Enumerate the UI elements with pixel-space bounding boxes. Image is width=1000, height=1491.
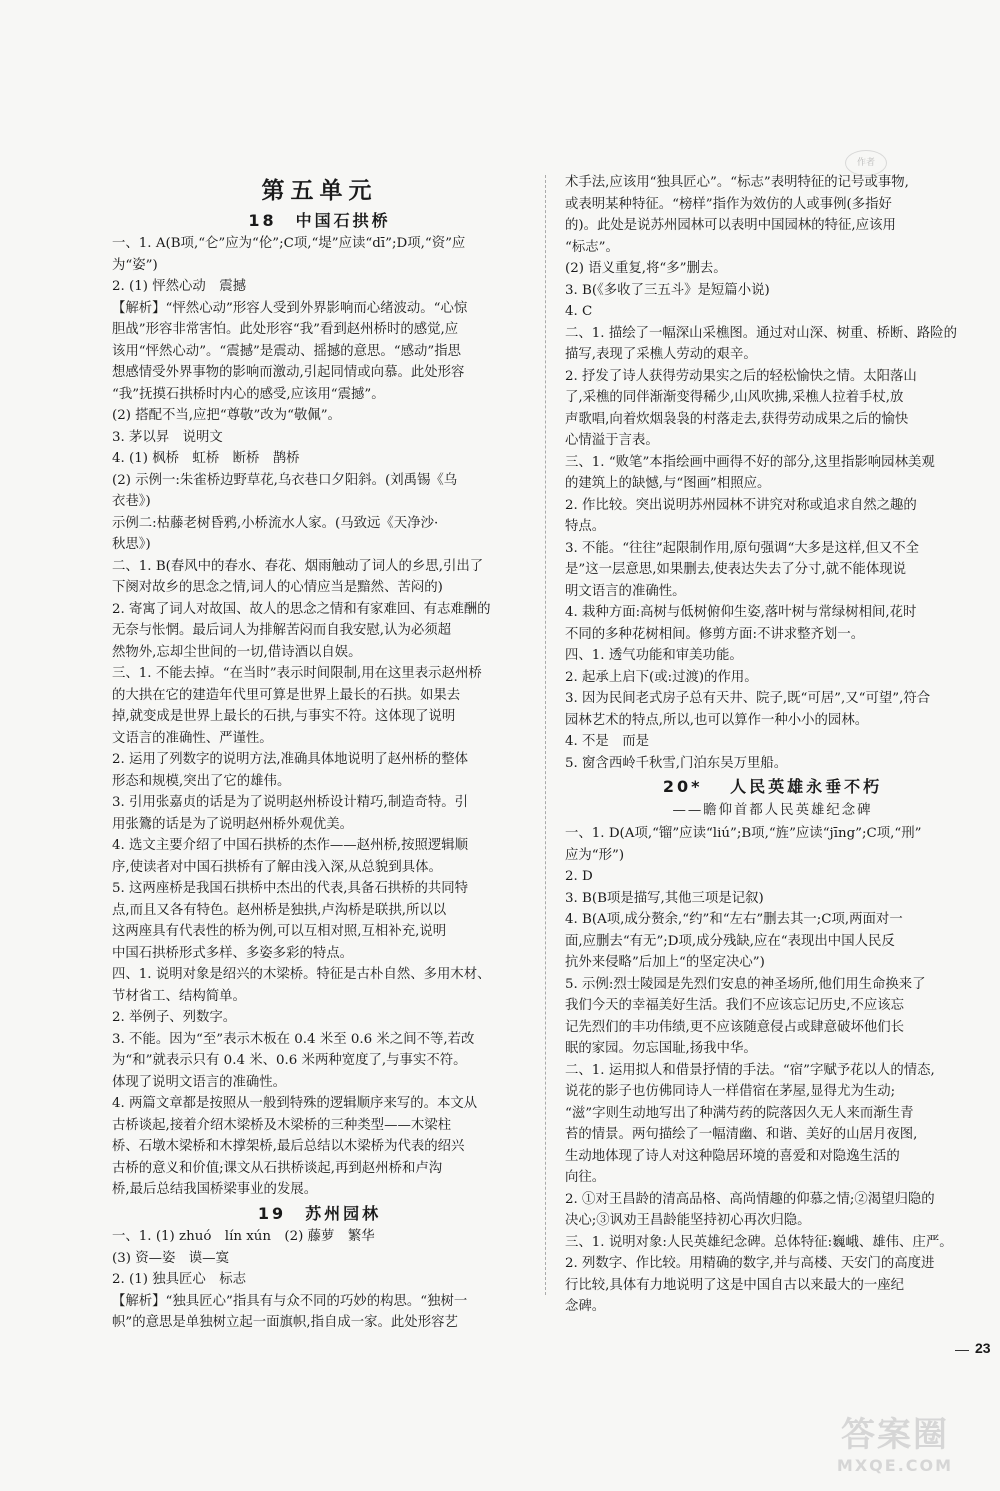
answer-line: 面,应删去“有无”;D项,成分残缺,应在“表现出中国人民反: [565, 933, 895, 949]
answer-line: (2) 示例一:朱雀桥边野草花,乌衣巷口夕阳斜。(刘禹锡《乌: [112, 472, 458, 488]
lesson-19-answers-continued: [565, 172, 980, 774]
answer-line: 术手法,应该用“独具匠心”。“标志”表明特征的记号或事物,: [565, 175, 909, 190]
answer-line: 掉,就变成是世界上最长的石拱,与事实不符。这体现了说明: [112, 709, 456, 724]
answer-line: 4. 选文主要介绍了中国石拱桥的杰作——赵州桥,按照逻辑顺: [112, 838, 469, 853]
answer-line: 4. C: [565, 304, 593, 319]
answer-line: 衣巷》): [112, 494, 151, 509]
answer-line: 秋思》): [112, 537, 151, 552]
answer-line: 四、1. 说明对象是绍兴的木梁桥。特征是古朴自然、多用木材、: [112, 967, 491, 982]
answer-line: 三、1. “败笔”本指绘画中画得不好的部分,这里指影响园林美观: [565, 454, 935, 470]
answer-line: 念碑。: [565, 1299, 606, 1314]
answer-line: 中国石拱桥形式多样、多姿多彩的特点。: [112, 945, 354, 961]
lesson-20-subtitle: ——瞻仰首都人民英雄纪念碑: [672, 802, 873, 818]
answer-line: 四、1. 透气功能和审美功能。: [565, 648, 743, 663]
column-divider: [545, 175, 546, 1295]
answer-line: 三、1. 不能去掉。“在当时”表示时间限制,用在这里表示赵州桥: [112, 666, 482, 681]
lesson-19-answers: [112, 1226, 527, 1334]
answer-line: 3. 不能。“往往”起限制作用,原句强调“大多是这样,但又不全: [565, 540, 920, 556]
answer-line: 【解析】“怦然心动”形容人受到外界影响而心绪波动。“心惊: [112, 300, 468, 316]
answer-line: 2. 寄寓了词人对故国、故人的思念之情和有家难回、有志难酬的: [112, 601, 491, 617]
answer-line: 2. 作比较。突出说明苏州园林不讲究对称或追求自然之趣的: [565, 497, 917, 513]
answer-line: 节材省工、结构简单。: [112, 988, 246, 1004]
answer-line: 胆战”形容非常害怕。此处形容“我”看到赵州桥时的感觉,应: [112, 322, 459, 337]
answer-line: 声歌唱,向着炊烟袅袅的村落走去,获得劳动成果之后的愉快: [565, 411, 909, 427]
answer-line: 体现了说明文语言的准确性。: [112, 1074, 287, 1090]
answer-line: 3. B(《多收了三五斗》是短篇小说): [565, 282, 770, 298]
answer-line: (2) 搭配不当,应把“尊敬”改为“敬佩”。: [112, 408, 341, 423]
answer-line: 心情溢于言表。: [565, 433, 659, 448]
answer-line: 4. (1) 枫桥 虹桥 断桥 鹊桥: [112, 451, 300, 466]
answer-line: 3. 茅以昇 说明文: [112, 429, 223, 445]
answer-line: 文语言的准确性、严谨性。: [112, 730, 273, 746]
answer-line: 二、1. B(春风中的春水、春花、烟雨触动了词人的乡思,引出了: [112, 558, 484, 574]
answer-line: 帜”的意思是单独树立起一面旗帜,指自成一家。此处形容艺: [112, 1315, 458, 1330]
lesson-19-title: 19 苏州园林: [257, 1203, 382, 1223]
answer-line: 无奈与怅惘。最后词人为排解苦闷而自我安慰,认为必须超: [112, 623, 452, 638]
watermark-logo-text: 答案圈: [841, 1415, 949, 1455]
answer-line: 应为“形”): [565, 847, 625, 863]
answer-line: 形态和规模,突出了它的雄伟。: [112, 773, 291, 789]
answer-line: 园林艺术的特点,所以,也可以算作一种小小的园林。: [565, 712, 869, 728]
answer-line: 桥、石墩木梁桥和木撑架桥,最后总结以木梁桥为代表的绍兴: [112, 1139, 465, 1154]
answer-line: 想感情受外界事物的影响而激动,引起同情或向慕。此处形容: [112, 365, 465, 380]
answer-line: 行比较,具体有力地说明了这是中国自古以来最大的一座纪: [565, 1277, 905, 1293]
answer-line: 为“姿”): [112, 257, 158, 273]
answer-line: 用张鷟的话是为了说明赵州桥外观优美。: [112, 816, 354, 832]
answer-line: 3. 不能。因为“至”表示木板在 0.4 米至 0.6 米之间不等,若改: [112, 1031, 475, 1047]
site-watermark: [800, 1415, 990, 1485]
answer-line: 了,采樵的同伴渐渐变得稀少,山风吹拂,采樵人拉着手杖,放: [565, 390, 904, 405]
answer-line: 2. 起承上启下(或:过渡)的作用。: [565, 669, 758, 685]
answer-line: 示例二:枯藤老树昏鸦,小桥流水人家。(马致远《天净沙·: [112, 515, 439, 531]
answer-line: 2. 运用了列数字的说明方法,准确具体地说明了赵州桥的整体: [112, 752, 469, 767]
right-column: [565, 172, 980, 1318]
lesson-20-title: 20* 人民英雄永垂不朽: [662, 777, 883, 796]
answer-line: 3. 因为民间老式房子总有天井、院子,既“可居”,又“可望”,符合: [565, 691, 931, 706]
answer-line: 决心;③讽劝王昌龄能坚持初心再次归隐。: [565, 1213, 811, 1228]
lesson-20-answers: [565, 823, 980, 1318]
answer-line: 向往。: [565, 1170, 606, 1185]
answer-line: 苔的情景。两句描绘了一幅清幽、和谐、美好的山居月夜图,: [565, 1127, 918, 1142]
page-number: 23: [975, 1340, 991, 1356]
answer-line: (2) 语义重复,将“多”删去。: [565, 261, 727, 276]
answer-line: 说花的影子也仿佛同诗人一样借宿在茅屋,显得尤为生动;: [565, 1084, 896, 1099]
answer-line: 2. ①对王昌龄的清高品格、高尚情趣的仰慕之情;②渴望归隐的: [565, 1191, 935, 1207]
answer-line: 我们今天的幸福美好生活。我们不应该忘记历史,不应该忘: [565, 998, 905, 1013]
answer-line: 该用“怦然心动”。“震撼”是震动、摇撼的意思。“感动”指思: [112, 343, 462, 359]
answer-line: 2. (1) 怦然心动 震撼: [112, 279, 246, 294]
answer-line: 记先烈们的丰功伟绩,更不应该随意侵占或肆意破坏他们长: [565, 1019, 905, 1035]
stamp-mark: 作者: [845, 150, 887, 176]
answer-line: 2. 列数字、作比较。用精确的数字,并与高楼、天安门的高度进: [565, 1256, 935, 1271]
answer-line: 二、1. 描绘了一幅深山采樵图。通过对山深、树重、桥断、路险的: [565, 325, 957, 341]
watermark-url: MXQE.COM: [836, 1456, 954, 1475]
answer-line: 3. B(B项是描写,其他三项是记叙): [565, 890, 764, 906]
answer-line: 是”这一层意思,如果删去,使表达失去了分寸,就不能体现说: [565, 562, 906, 577]
left-column: [112, 172, 527, 1334]
answer-line: 明文语言的准确性。: [565, 583, 686, 599]
answer-line: 4. B(A项,成分赘余,“约”和“左右”删去其一;C项,两面对一: [565, 912, 903, 927]
answer-line: 特点。: [565, 519, 606, 534]
answer-line: 生动地体现了诗人对这种隐居环境的喜爱和对隐逸生活的: [565, 1148, 900, 1164]
answer-line: 5. 窗含西岭千秋雪,门泊东吴万里船。: [565, 755, 788, 771]
answer-line: 古桥谈起,接着介绍木梁桥及木梁桥的三种类型——木梁柱: [112, 1117, 452, 1133]
answer-line: 5. 示例:烈士陵园是先烈们安息的神圣场所,他们用生命换来了: [565, 976, 926, 992]
lesson-18-title: 18 中国石拱桥: [248, 210, 391, 230]
answer-line: 三、1. 说明对象:人民英雄纪念碑。总体特征:巍峨、雄伟、庄严。: [565, 1234, 953, 1250]
answer-line: 古桥的意义和价值;课文从石拱桥谈起,再到赵州桥和卢沟: [112, 1160, 443, 1176]
answer-line: 不同的多种花树相间。修剪方面:不讲求整齐划一。: [565, 626, 865, 642]
answer-line: “标志”。: [565, 239, 619, 255]
answer-line: 4. 两篇文章都是按照从一般到特殊的逻辑顺序来写的。本文从: [112, 1096, 478, 1111]
answer-line: 下阕对故乡的思念之情,词人的心情应当是黯然、苦闷的): [112, 580, 443, 595]
answer-line: (3) 资—姿 谟—寞: [112, 1250, 229, 1266]
answer-line: 【解析】“独具匠心”指具有与众不同的巧妙的构思。“独树一: [112, 1293, 468, 1309]
answer-line: 的大拱在它的建造年代里可算是世界上最长的石拱。如果去: [112, 687, 461, 703]
answer-line: 2. 抒发了诗人获得劳动果实之后的轻松愉快之情。太阳落山: [565, 368, 917, 384]
answer-line: 眠的家园。勿忘国耻,扬我中华。: [565, 1041, 757, 1056]
answer-line: 2. 举例子、列数字。: [112, 1010, 237, 1025]
answer-line: 然物外,忘却尘世间的一切,借诗酒以自娱。: [112, 644, 362, 660]
unit-title: 第五单元: [261, 177, 378, 204]
answer-line: 点,而且又各有特色。赵州桥是独拱,卢沟桥是联拱,所以以: [112, 902, 447, 918]
answer-line: 4. 栽种方面:高树与低树俯仰生姿,落叶树与常绿树相间,花时: [565, 605, 917, 620]
answer-line: 的建筑上的缺憾,与“图画”相照应。: [565, 476, 771, 491]
answer-line: 二、1. 运用拟人和借景抒情的手法。“宿”字赋予花以人的情态,: [565, 1062, 935, 1078]
answer-line: 一、1. D(A项,“镏”应读“liú”;B项,“旌”应读“jīng”;C项,“刑”: [565, 826, 922, 841]
answer-line: 2. D: [565, 869, 593, 884]
answer-line: 抗外来侵略”后加上“的坚定决心”): [565, 955, 765, 970]
answer-line: 一、1. A(B项,“仑”应为“伦”;C项,“堤”应读“dī”;D项,“资”应: [112, 236, 466, 251]
answer-line: “我”抚摸石拱桥时内心的感受,应该用“震撼”。: [112, 386, 385, 402]
answer-line: 的)。此处是说苏州园林可以表明中国园林的特征,应该用: [565, 218, 896, 233]
answer-line: 4. 不是 而是: [565, 734, 649, 749]
lesson-18-answers: [112, 233, 527, 1201]
page-number-rule: [955, 1350, 969, 1351]
answer-line: 2. (1) 独具匠心 标志: [112, 1272, 246, 1287]
answer-line: 序,使读者对中国石拱桥有了解由浅入深,从总貌到具体。: [112, 859, 442, 875]
answer-line: 一、1. (1) zhuó lín xún (2) 藤萝 繁华: [112, 1229, 375, 1244]
answer-line: “滋”字则生动地写出了种满芍药的院落因久无人来而渐生青: [565, 1105, 914, 1121]
answer-line: 这两座具有代表性的桥为例,可以互相对照,互相补充,说明: [112, 924, 447, 939]
answer-line: 5. 这两座桥是我国石拱桥中杰出的代表,具备石拱桥的共同特: [112, 881, 469, 896]
answer-line: 3. 引用张嘉贞的话是为了说明赵州桥设计精巧,制造奇特。引: [112, 795, 469, 810]
answer-line: 为“和”就表示只有 0.4 米、0.6 米两种宽度了,与事实不符。: [112, 1053, 467, 1068]
answer-line: 描写,表现了采樵人劳动的艰辛。: [565, 347, 757, 362]
answer-line: 桥,最后总结我国桥梁事业的发展。: [112, 1182, 318, 1197]
answer-line: 或表明某种特征。“榜样”指作为效仿的人或事例(多指好: [565, 196, 892, 212]
